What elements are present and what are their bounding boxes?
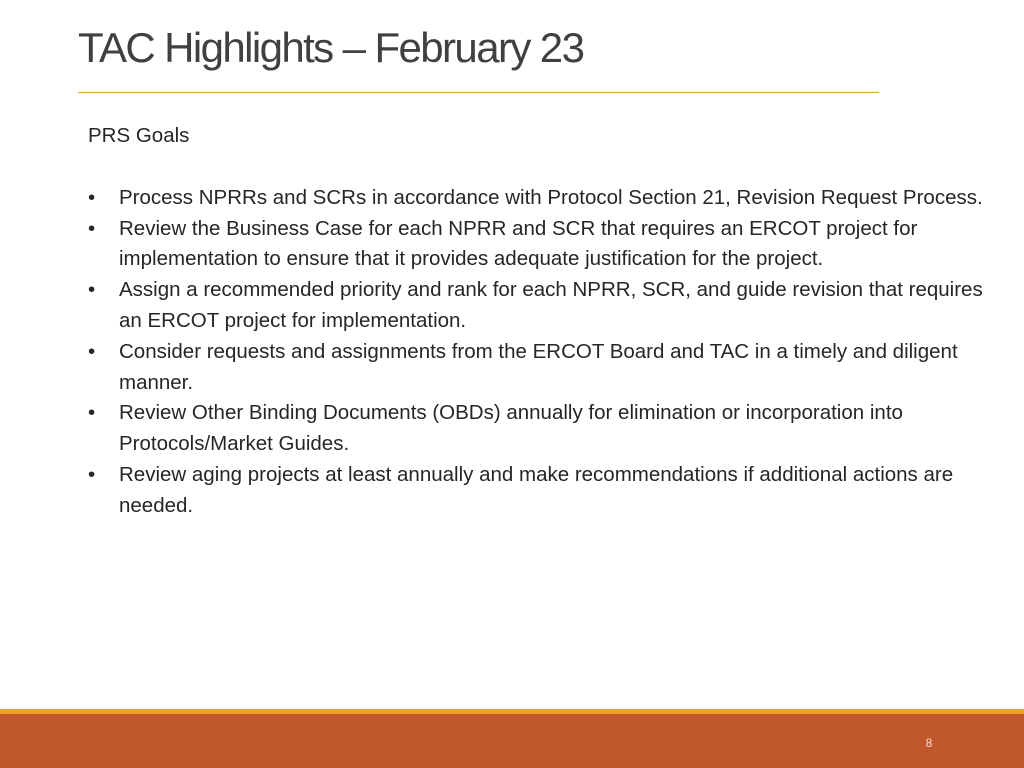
page-number: 8 xyxy=(925,736,933,750)
list-item xyxy=(88,398,988,460)
list-item-text: Consider requests and assignments from the ERCOT Board and TAC in a timely and diligent manner. xyxy=(119,339,958,394)
bullet-icon: • xyxy=(88,462,96,486)
list-item-text: Process NPRRs and SCRs in accordance with Protocol Section 21, Revision Request Process. xyxy=(119,185,983,209)
list-item xyxy=(88,183,988,214)
list-item-text: Review the Business Case for each NPRR and SCR that requires an ERCOT project for implementation to ensure that it provides adequate justification for the project. xyxy=(119,216,918,271)
bullet-icon: • xyxy=(88,278,96,302)
list-item-text: Review aging projects at least annually and make recommendations if additional actions are needed. xyxy=(119,462,954,517)
list-item xyxy=(88,275,988,337)
list-item-text: Review Other Binding Documents (OBDs) annually for elimination or incorporation into Protocols/Market Guides. xyxy=(119,401,903,456)
list-item xyxy=(88,214,988,276)
bullet-icon: • xyxy=(88,216,96,240)
bullet-icon: • xyxy=(88,185,96,209)
slide-body xyxy=(88,121,988,522)
section-heading: PRS Goals xyxy=(88,124,190,147)
bullet-icon: • xyxy=(88,401,96,425)
list-item xyxy=(88,460,988,522)
goals-list xyxy=(88,183,988,522)
list-item xyxy=(88,337,988,399)
list-item-text: Assign a recommended priority and rank for each NPRR, SCR, and guide revision that requires an ERCOT project for implementation. xyxy=(119,278,983,332)
bullet-icon: • xyxy=(88,339,96,363)
slide-title: TAC Highlights – February 23 xyxy=(78,24,584,71)
footer-band xyxy=(0,714,1024,768)
title-divider xyxy=(78,92,879,93)
